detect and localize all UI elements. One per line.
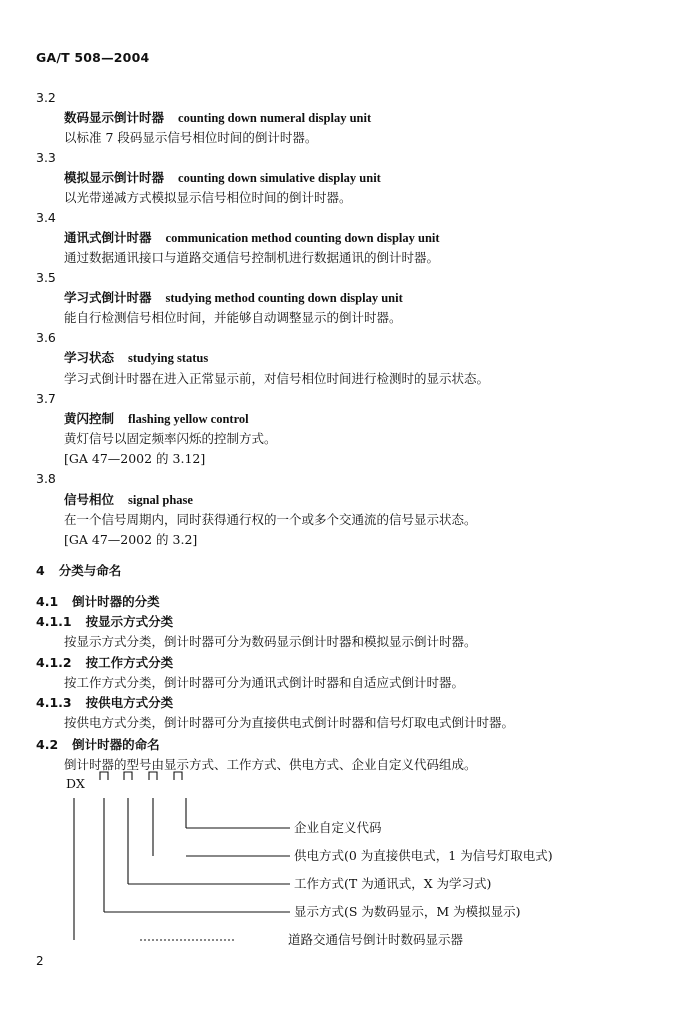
clause-number: 3.4 xyxy=(36,210,56,225)
term-definition: 学习式倒计时器在进入正常显示前，对信号相位时间进行检测时的显示状态。 xyxy=(64,371,490,386)
body-text: 按显示方式分类，倒计时器可分为数码显示倒计时器和模拟显示倒计时器。 xyxy=(64,634,477,649)
page-number: 2 xyxy=(36,954,44,968)
subsection-number: 4.1.1 xyxy=(36,614,72,629)
code-box-enterprise xyxy=(174,772,182,780)
clause-number: 3.5 xyxy=(36,270,56,285)
term-cn: 数码显示倒计时器 xyxy=(64,110,165,125)
term-definition: 黄灯信号以固定频率闪烁的控制方式。 xyxy=(64,431,277,446)
subsection-title: 按工作方式分类 xyxy=(85,655,174,670)
label-power-mode: 供电方式(0 为直接供电式，1 为信号灯取电式) xyxy=(294,848,553,863)
source-reference: [GA 47—2002 的 3.12] xyxy=(64,451,206,466)
code-box-power xyxy=(149,772,157,780)
body-text: 按工作方式分类，倒计时器可分为通讯式倒计时器和自适应式倒计时器。 xyxy=(64,675,465,690)
subsection-number: 4.2 xyxy=(36,737,59,752)
term-en: counting down numeral display unit xyxy=(178,111,372,125)
clause-number: 3.8 xyxy=(36,471,56,486)
term-cn: 学习式倒计时器 xyxy=(64,290,152,305)
label-display-mode: 显示方式(S 为数码显示，M 为模拟显示) xyxy=(294,904,521,919)
subsection-title: 倒计时器的命名 xyxy=(72,737,160,752)
subsection-number: 4.1 xyxy=(36,594,59,609)
term-cn: 学习状态 xyxy=(64,350,115,365)
term-cn: 模拟显示倒计时器 xyxy=(64,170,165,185)
term-cn: 黄闪控制 xyxy=(64,411,115,426)
code-box-display xyxy=(100,772,108,780)
term-en: flashing yellow control xyxy=(128,412,249,426)
term-definition: 以标准 7 段码显示信号相位时间的倒计时器。 xyxy=(64,130,318,145)
term-definition: 在一个信号周期内，同时获得通行权的一个或多个交通流的信号显示状态。 xyxy=(64,512,477,527)
clause-number: 3.6 xyxy=(36,330,56,345)
term-cn: 信号相位 xyxy=(64,492,115,507)
term-definition: 通过数据通讯接口与道路交通信号控制机进行数据通讯的倒计时器。 xyxy=(64,250,440,265)
term-definition: 以光带递减方式模拟显示信号相位时间的倒计时器。 xyxy=(64,190,352,205)
term-en: studying status xyxy=(128,351,209,365)
body-text: 倒计时器的型号由显示方式、工作方式、供电方式、企业自定义代码组成。 xyxy=(64,757,477,772)
subsection-number: 4.1.2 xyxy=(36,655,72,670)
source-reference: [GA 47—2002 的 3.2] xyxy=(64,532,198,547)
term-definition: 能自行检测信号相位时间，并能够自动调整显示的倒计时器。 xyxy=(64,310,402,325)
label-product-name: 道路交通信号倒计时数码显示器 xyxy=(288,932,464,947)
subsection-title: 按显示方式分类 xyxy=(85,614,174,629)
clause-number: 3.3 xyxy=(36,150,56,165)
label-enterprise-code: 企业自定义代码 xyxy=(294,820,382,835)
model-prefix: DX xyxy=(66,776,85,791)
label-work-mode: 工作方式(T 为通讯式，X 为学习式) xyxy=(294,876,492,891)
term-cn: 通讯式倒计时器 xyxy=(64,230,152,245)
body-text: 按供电方式分类，倒计时器可分为直接供电式倒计时器和信号灯取电式倒计时器。 xyxy=(64,715,515,730)
term-en: signal phase xyxy=(128,493,193,507)
section-title: 分类与命名 xyxy=(58,563,122,578)
subsection-title: 倒计时器的分类 xyxy=(72,594,160,609)
term-en: counting down simulative display unit xyxy=(178,171,381,185)
code-box-work xyxy=(124,772,132,780)
standard-number: GA/T 508—2004 xyxy=(36,50,150,65)
term-en: communication method counting down display unit xyxy=(165,231,440,245)
clause-number: 3.2 xyxy=(36,90,56,105)
subsection-title: 按供电方式分类 xyxy=(85,695,174,710)
subsection-number: 4.1.3 xyxy=(36,695,72,710)
clause-number: 3.7 xyxy=(36,391,56,406)
term-en: studying method counting down display unit xyxy=(165,291,403,305)
section-number: 4 xyxy=(36,563,45,578)
